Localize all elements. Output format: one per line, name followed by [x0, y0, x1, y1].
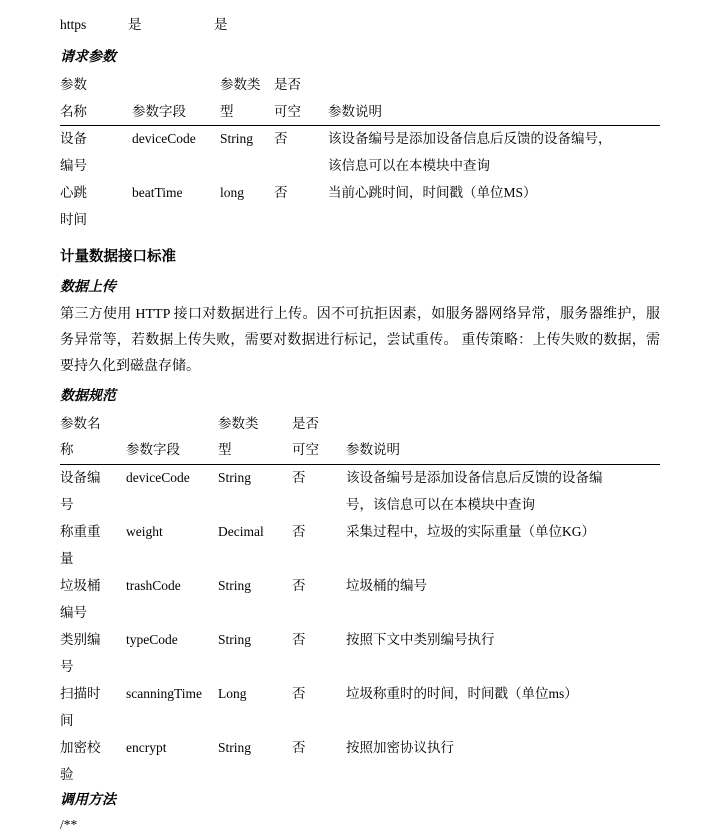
header-nullable-line1: 是否 [292, 415, 319, 431]
row-name-line2: 号 [60, 658, 74, 674]
row-name-line1: 称重重 [60, 524, 101, 540]
document-content [60, 14, 660, 836]
row-desc-line2 [342, 762, 660, 789]
table-row-cont [60, 207, 660, 234]
row-name-line2: 号 [60, 497, 74, 513]
row-type: Decimal [218, 524, 264, 540]
row-nullable: 否 [292, 631, 306, 647]
table-header-row-2 [60, 99, 660, 126]
row-nullable-cont [274, 153, 324, 180]
row-name-line2: 时间 [60, 212, 87, 228]
row-type-cont [220, 207, 274, 234]
row-nullable-cont [292, 546, 342, 573]
row-nullable-cont [292, 600, 342, 627]
row-type-cont [220, 153, 274, 180]
row-type: String [218, 470, 252, 486]
row-nullable: 否 [274, 185, 288, 201]
row-type-cont [218, 600, 292, 627]
header-field-spacer [126, 72, 220, 99]
row-type-cont [218, 546, 292, 573]
table-row-cont [60, 600, 660, 627]
row-name-line2: 编号 [60, 605, 87, 620]
row-desc-line2: 号，该信息可以在本模块中查询 [346, 497, 535, 513]
header-desc: 参数说明 [342, 437, 660, 464]
row-name-line1: 加密校 [60, 739, 101, 755]
table-row-cont [60, 492, 660, 519]
row-type-cont [218, 762, 292, 789]
row-nullable: 否 [292, 524, 306, 540]
row-desc-line2 [324, 207, 660, 234]
table-header-row [60, 411, 660, 438]
row-field: trashCode [126, 578, 181, 594]
table-row-cont [60, 762, 660, 789]
row-field: beatTime [132, 185, 183, 201]
row-nullable-cont [292, 762, 342, 789]
row-desc-line1: 该设备编号是添加设备信息后反馈的设备编号， [328, 131, 612, 147]
heading-metering-standard: 计量数据接口标准 [60, 249, 176, 266]
protocol-value: https [60, 17, 87, 32]
row-field-cont [126, 207, 220, 234]
row-field-cont [120, 762, 218, 789]
table-header-row-2 [60, 437, 660, 464]
header-nullable-line2: 可空 [292, 437, 342, 464]
row-name-line1: 设备编 [60, 470, 101, 486]
row-type: String [218, 739, 252, 755]
row-type-cont [218, 492, 292, 519]
paragraph-data-upload: 第三方使用 HTTP 接口对数据进行上传。因不可抗拒因素，如服务器网络异常，服务器维护，服务异常等，若数据上传失败，需要对数据进行标记，尝试重传。 重传策略：上传失败的数据，需要持久化到磁盘存储。 [60, 306, 660, 374]
table-header-row [60, 72, 660, 99]
header-desc: 参数说明 [324, 99, 660, 126]
row-field: scanningTime [126, 685, 203, 701]
row-field-cont [120, 492, 218, 519]
row-desc-line2 [342, 708, 660, 735]
code-comment-start: /** [60, 817, 78, 833]
row-desc-line1: 该设备编号是添加设备信息后反馈的设备编 [346, 470, 603, 486]
row-desc-line1: 垃圾桶的编号 [346, 578, 427, 594]
header-type-line1: 参数类 [218, 415, 259, 431]
row-name-line1: 扫描时 [60, 685, 101, 701]
table-row [60, 14, 660, 42]
header-nullable-line2: 可空 [274, 99, 324, 126]
row-name-line1: 类别编 [60, 631, 101, 647]
heading-request-params: 请求参数 [60, 49, 116, 65]
heading-data-spec: 数据规范 [60, 388, 116, 404]
heading-invoke-method: 调用方法 [60, 793, 116, 809]
row-desc-line2 [342, 546, 660, 573]
row-desc-line1: 垃圾称重时的时间，时间戳（单位ms） [346, 685, 578, 701]
row-desc-line1: 按照下文中类别编号执行 [346, 631, 495, 647]
header-field: 参数字段 [120, 437, 218, 464]
row-name-line1: 垃圾桶 [60, 578, 101, 594]
table-row [60, 519, 660, 546]
row-nullable: 否 [292, 578, 306, 594]
table-row-cont [60, 546, 660, 573]
protocol-col-a: 是 [128, 17, 142, 32]
table-row [60, 627, 660, 654]
row-type: String [218, 631, 252, 647]
table-row [60, 126, 660, 153]
row-name-line1: 心跳 [60, 185, 87, 201]
row-field-cont [120, 546, 218, 573]
table-row [60, 573, 660, 600]
row-nullable-cont [274, 207, 324, 234]
row-field: encrypt [126, 739, 167, 755]
header-type-line2: 型 [220, 99, 274, 126]
row-desc-line2 [342, 654, 660, 681]
header-name-line2: 称 [60, 437, 120, 464]
row-name-line2: 间 [60, 712, 74, 728]
row-type: String [218, 578, 252, 594]
row-field: typeCode [126, 631, 178, 647]
row-type-cont [218, 654, 292, 681]
row-field-cont [120, 708, 218, 735]
row-field: deviceCode [132, 131, 196, 147]
request-params-table [60, 72, 660, 235]
row-name-line1: 设备 [60, 131, 87, 147]
header-desc-spacer [324, 72, 660, 99]
protocol-row-table [60, 14, 660, 42]
row-field-cont [120, 600, 218, 627]
row-nullable-cont [292, 654, 342, 681]
header-name-line1: 参数名 [60, 415, 101, 431]
row-desc-line2: 该信息可以在本模块中查询 [328, 158, 490, 174]
protocol-col-b: 是 [214, 17, 228, 32]
row-desc-line1: 当前心跳时间，时间戳（单位MS） [328, 185, 537, 201]
header-name-line1: 参数 [60, 76, 87, 92]
table-row [60, 735, 660, 762]
row-nullable-cont [292, 492, 342, 519]
table-row-cont [60, 654, 660, 681]
row-desc-line2 [342, 600, 660, 627]
table-row [60, 681, 660, 708]
header-name-line2: 名称 [60, 99, 126, 126]
row-name-line2: 量 [60, 551, 74, 567]
header-desc-spacer [342, 411, 660, 438]
table-row-cont [60, 708, 660, 735]
table-row-cont [60, 153, 660, 180]
row-type: long [220, 185, 245, 201]
row-name-line2: 验 [60, 766, 74, 782]
row-field: deviceCode [126, 470, 190, 486]
row-desc-line1: 按照加密协议执行 [346, 739, 454, 755]
row-nullable-cont [292, 708, 342, 735]
row-type-cont [218, 708, 292, 735]
table-row [60, 180, 660, 207]
row-field-cont [126, 153, 220, 180]
row-nullable: 否 [274, 131, 288, 147]
header-nullable-line1: 是否 [274, 76, 301, 92]
row-type: String [220, 131, 254, 147]
row-nullable: 否 [292, 470, 306, 486]
header-field: 参数字段 [126, 99, 220, 126]
row-nullable: 否 [292, 739, 306, 755]
table-row [60, 465, 660, 492]
row-desc-line1: 采集过程中，垃圾的实际重量（单位KG） [346, 524, 595, 540]
header-type-line2: 型 [218, 437, 292, 464]
row-nullable: 否 [292, 685, 306, 701]
header-field-spacer [120, 411, 218, 438]
data-spec-table [60, 411, 660, 789]
row-type: Long [218, 685, 247, 701]
heading-data-upload: 数据上传 [60, 279, 116, 295]
row-name-line2: 编号 [60, 158, 87, 174]
row-field-cont [120, 654, 218, 681]
header-type-line1: 参数类 [220, 76, 261, 92]
row-field: weight [126, 524, 163, 540]
